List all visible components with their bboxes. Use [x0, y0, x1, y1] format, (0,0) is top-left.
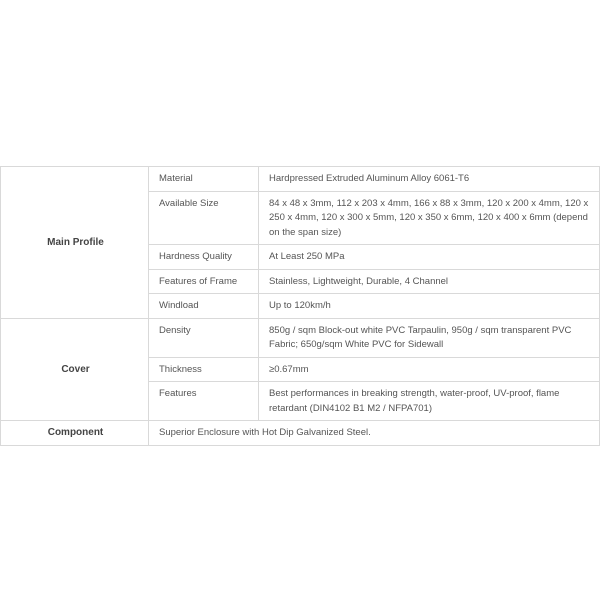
section-title: Main Profile [1, 167, 149, 319]
property-label: Material [149, 167, 259, 192]
property-value: 850g / sqm Block-out white PVC Tarpaulin, 950g / sqm transparent PVC Fabric; 650g/sqm White PVC for Sidewall [259, 318, 600, 357]
property-label: Thickness [149, 357, 259, 382]
spec-table [0, 166, 600, 446]
table-row [1, 318, 600, 357]
property-value: At Least 250 MPa [259, 245, 600, 270]
property-value: Best performances in breaking strength, water-proof, UV-proof, flame retardant (DIN4102 B1 M2 / NFPA701) [259, 382, 600, 421]
property-label: Hardness Quality [149, 245, 259, 270]
spec-table-container [0, 166, 600, 446]
property-value: Superior Enclosure with Hot Dip Galvanized Steel. [149, 421, 600, 446]
property-value: Stainless, Lightweight, Durable, 4 Channel [259, 269, 600, 294]
property-label: Features of Frame [149, 269, 259, 294]
section-title: Cover [1, 318, 149, 421]
property-label: Available Size [149, 191, 259, 245]
property-value: ≥0.67mm [259, 357, 600, 382]
property-label: Windload [149, 294, 259, 319]
property-value: 84 x 48 x 3mm, 112 x 203 x 4mm, 166 x 88 x 3mm, 120 x 200 x 4mm, 120 x 250 x 4mm, 120 x 300 x 5mm, 120 x 350 x 6mm, 120 x 400 x 6mm (depend on the span size) [259, 191, 600, 245]
section-title: Component [1, 421, 149, 446]
property-label: Density [149, 318, 259, 357]
table-row [1, 167, 600, 192]
table-row [1, 421, 600, 446]
property-value: Hardpressed Extruded Aluminum Alloy 6061-T6 [259, 167, 600, 192]
property-value: Up to 120km/h [259, 294, 600, 319]
property-label: Features [149, 382, 259, 421]
